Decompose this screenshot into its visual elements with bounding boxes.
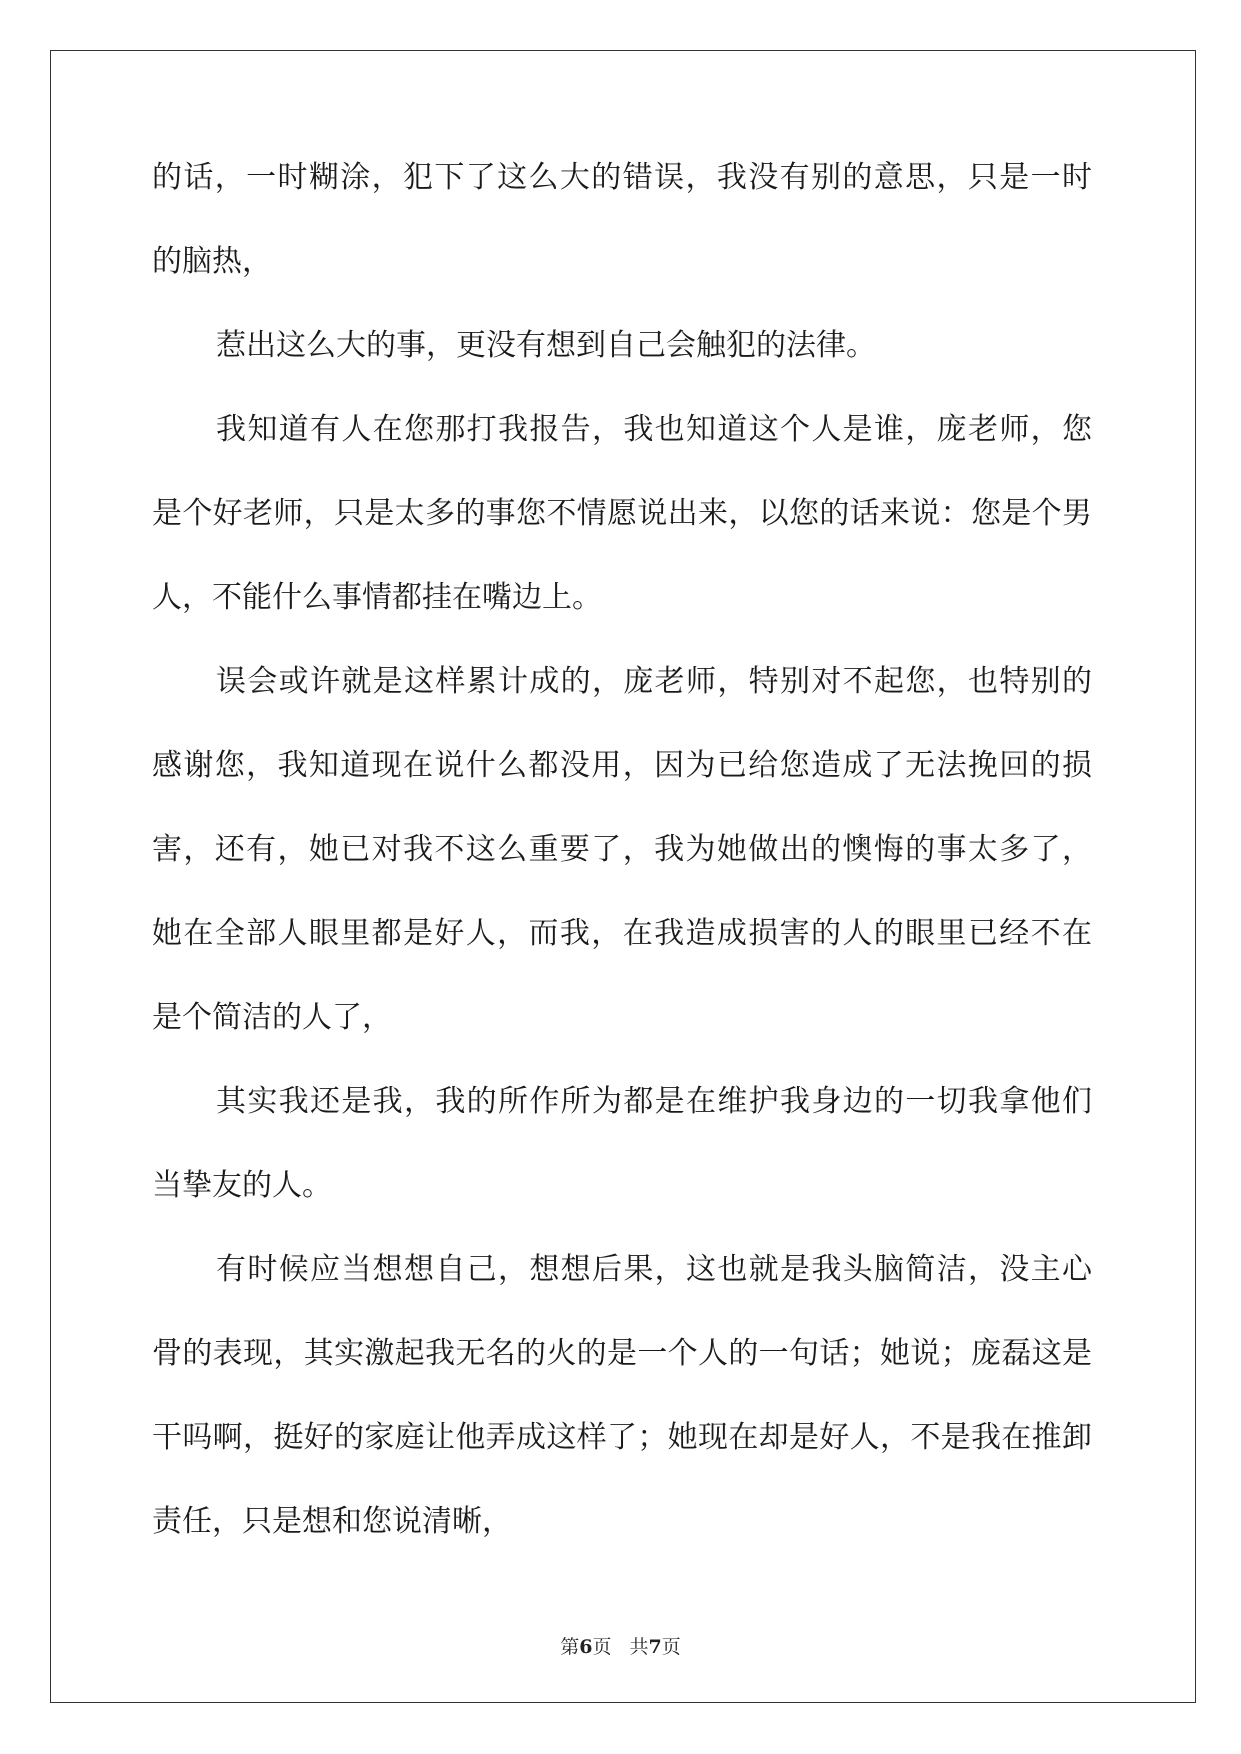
total-prefix: 共 — [629, 1636, 649, 1658]
text-line: 感谢您，我知道现在说什么都没用，因为已给您造成了无法挽回的损 — [152, 748, 1092, 783]
document-body — [152, 158, 1092, 1586]
text-line: 人，不能什么事情都挂在嘴边上。 — [152, 580, 602, 615]
text-line: 是个简洁的人了， — [152, 1000, 392, 1035]
text-line: 的话，一时糊涂，犯下了这么大的错误，我没有别的意思，只是一时 — [152, 160, 1092, 195]
text-line: 害，还有，她已对我不这么重要了，我为她做出的懊悔的事太多了， — [152, 832, 1092, 867]
text-line: 误会或许就是这样累计成的，庞老师，特别对不起您，也特别的 — [216, 664, 1092, 699]
text-line: 其实我还是我，我的所作所为都是在维护我身边的一切我拿他们 — [216, 1084, 1092, 1119]
text-line: 我知道有人在您那打我报告，我也知道这个人是谁，庞老师，您 — [216, 412, 1092, 447]
text-line: 责任，只是想和您说清晰， — [152, 1504, 512, 1539]
text-line: 惹出这么大的事，更没有想到自己会触犯的法律。 — [216, 328, 876, 363]
text-line: 她在全部人眼里都是好人，而我，在我造成损害的人的眼里已经不在 — [152, 916, 1092, 951]
text-line: 有时候应当想想自己，想想后果，这也就是我头脑简洁，没主心 — [216, 1252, 1092, 1287]
text-line: 当挚友的人。 — [152, 1168, 332, 1203]
page-suffix: 页 — [592, 1636, 612, 1658]
page-prefix: 第 — [560, 1636, 580, 1658]
text-line: 骨的表现，其实激起我无名的火的是一个人的一句话；她说；庞磊这是 — [152, 1336, 1092, 1371]
text-line: 是个好老师，只是太多的事您不情愿说出来，以您的话来说：您是个男 — [152, 496, 1092, 531]
page-current: 6 — [579, 1636, 593, 1658]
text-line: 的脑热， — [152, 244, 272, 279]
page-footer — [0, 1632, 1241, 1659]
page-total: 7 — [648, 1636, 662, 1658]
text-line: 干吗啊，挺好的家庭让他弄成这样了；她现在却是好人，不是我在推卸 — [152, 1420, 1092, 1455]
total-suffix: 页 — [661, 1636, 681, 1658]
